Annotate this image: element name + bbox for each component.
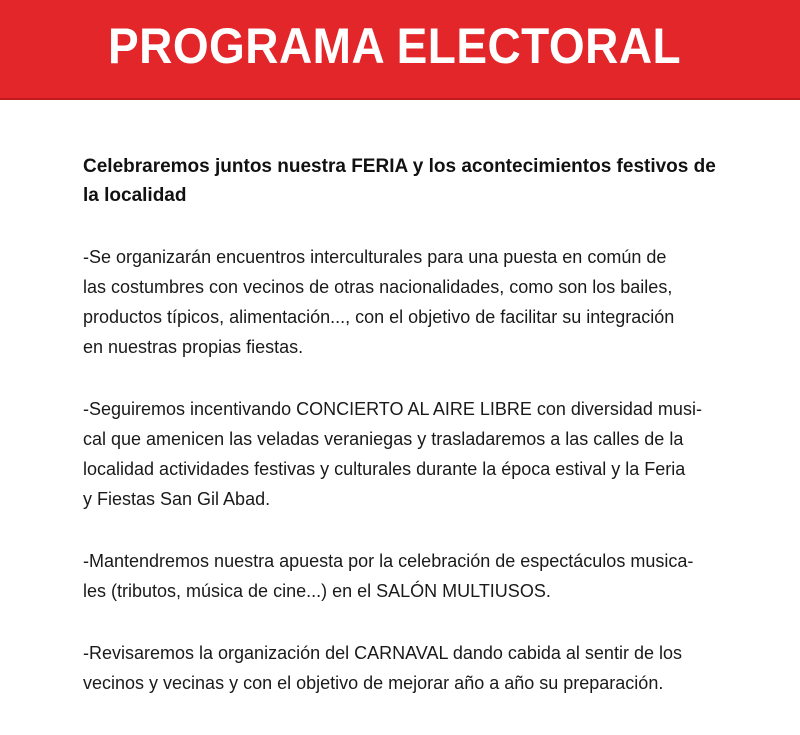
paragraph-carnaval [83, 638, 723, 698]
paragraph-line: vecinos y vecinas y con el objetivo de mejorar año a año su preparación. [83, 673, 664, 693]
paragraph-concierto [83, 394, 723, 514]
paragraph-line: cal que amenicen las veladas veraniegas y trasladaremos a las calles de la [83, 429, 684, 449]
paragraph-line: -Seguiremos incentivando CONCIERTO AL AIRE LIBRE con diversidad musi- [83, 399, 702, 419]
paragraph-line: -Mantendremos nuestra apuesta por la celebración de espectáculos musica- [83, 551, 694, 571]
paragraph-line: -Revisaremos la organización del CARNAVAL dando cabida al sentir de los [83, 643, 682, 663]
paragraph-line: les (tributos, música de cine...) en el SALÓN MULTIUSOS. [83, 581, 551, 601]
section-heading-line: Celebraremos juntos nuestra FERIA y los acontecimientos festivos de [83, 156, 716, 177]
paragraph-line: localidad actividades festivas y culturales durante la época estival y la Feria [83, 459, 686, 479]
section-heading-line: la localidad [83, 185, 187, 206]
paragraph-line: y Fiestas San Gil Abad. [83, 489, 271, 509]
section-heading [83, 152, 723, 210]
title-banner [0, 0, 800, 100]
paragraph-line: productos típicos, alimentación..., con el objetivo de facilitar su integración [83, 307, 675, 327]
paragraph-intercultural [83, 242, 723, 362]
page-title: PROGRAMA ELECTORAL [108, 18, 682, 74]
paragraph-espectaculos [83, 546, 723, 606]
program-section [83, 152, 723, 730]
paragraph-line: -Se organizarán encuentros interculturales para una puesta en común de [83, 247, 667, 267]
paragraph-line: las costumbres con vecinos de otras nacionalidades, como son los bailes, [83, 277, 673, 297]
paragraph-line: en nuestras propias fiestas. [83, 337, 304, 357]
